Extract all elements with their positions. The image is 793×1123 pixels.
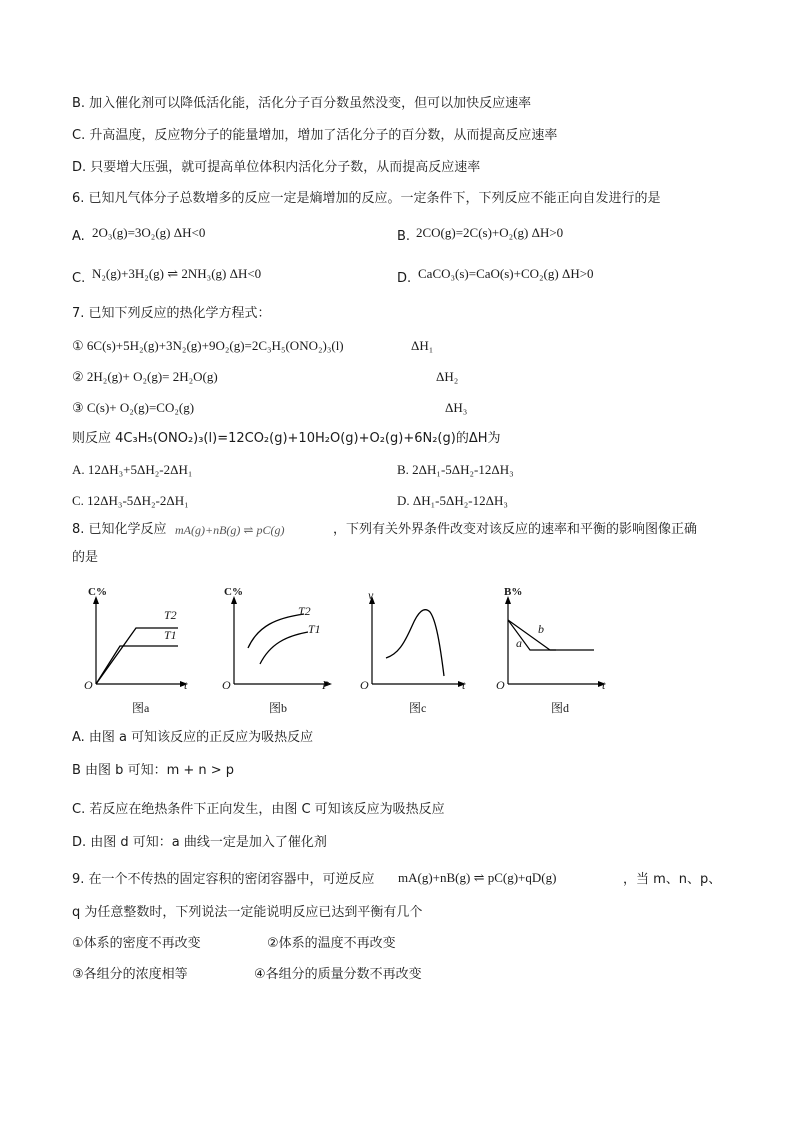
q9-item-1: ①体系的密度不再改变 — [72, 936, 201, 951]
q8-option-a: A. 由图 a 可知该反应的正反应为吸热反应 — [72, 730, 314, 745]
q7-dh-3: ΔH₃ — [445, 400, 468, 415]
q5-option-b: B. 加入催化剂可以降低活化能，活化分子百分数虽然没变，但可以加快反应速率 — [72, 96, 532, 111]
q7-option-c: C. 12ΔH₃-5ΔH₂-2ΔH₁ — [72, 493, 189, 508]
graph-a-origin: O — [84, 678, 93, 692]
graph-c-curve — [386, 610, 444, 676]
q5-option-c: C. 升高温度，反应物分子的能量增加，增加了活化分子的百分数，从而提高反应速率 — [72, 128, 558, 143]
q7-equation-2: ② 2H₂(g)+ O₂(g)= 2H₂O(g) — [72, 369, 218, 384]
q7-target-reaction: 则反应 4C₃H₅(ONO₂)₃(l)=12CO₂(g)+10H₂O(g)+O₂(g)+6N₂(g)的ΔH为 — [72, 431, 501, 446]
q7-option-a: A. 12ΔH₃+5ΔH₂-2ΔH₁ — [72, 462, 193, 477]
graph-d — [494, 586, 612, 692]
q6-option-a-label: A. — [72, 229, 85, 244]
q9-reaction: mA(g)+nB(g) ⇌ pC(g)+qD(g) — [398, 870, 557, 885]
q7-option-b: B. 2ΔH₁-5ΔH₂-12ΔH₃ — [397, 462, 514, 477]
graph-c-ylabel: v — [368, 588, 374, 602]
graph-d-origin: O — [496, 678, 505, 692]
q7-option-d: D. ΔH₁-5ΔH₂-12ΔH₃ — [397, 493, 508, 508]
q6-option-d-equation: CaCO₃(s)=CaO(s)+CO₂(g) ΔH>0 — [418, 266, 594, 281]
graph-b-label-t2: T2 — [298, 604, 311, 618]
graph-b-curve-t1 — [260, 632, 308, 664]
q6-option-b-equation: 2CO(g)=2C(s)+O₂(g) ΔH>0 — [416, 225, 564, 240]
graph-d-caption: 图d — [551, 701, 570, 715]
graph-c-caption: 图c — [409, 701, 427, 715]
graph-a-ylabel: C% — [88, 586, 107, 598]
graph-a-label-t1: T1 — [164, 628, 177, 642]
q9-stem-start: 9. 在一个不传热的固定容积的密闭容器中，可逆反应 — [72, 872, 375, 887]
q6-option-b-label: B. — [397, 229, 411, 244]
q6-stem: 6. 已知凡气体分子总数增多的反应一定是熵增加的反应。一定条件下，下列反应不能正向自发进行的是 — [72, 191, 661, 206]
graph-b-caption: 图b — [269, 701, 288, 715]
graph-b-origin: O — [222, 678, 231, 692]
q9-item-3: ③各组分的浓度相等 — [72, 967, 188, 982]
graph-c-xlabel: t — [462, 678, 466, 692]
q9-item-2: ②体系的温度不再改变 — [267, 936, 396, 951]
graph-b-label-t1: T1 — [308, 622, 321, 636]
q7-equation-1: ① 6C(s)+5H₂(g)+3N₂(g)+9O₂(g)=2C₃H₅(ONO₂)₃(l) — [72, 338, 344, 353]
q6-option-c-equation: N₂(g)+3H₂(g) ⇌ 2NH₃(g) ΔH<0 — [92, 266, 262, 281]
graph-b — [218, 586, 338, 692]
q6-option-d-label: D. — [397, 271, 412, 286]
graph-a-label-t2: T2 — [164, 608, 177, 622]
q8-reaction: mA(g)+nB(g) ⇌ pC(g) — [175, 523, 285, 537]
graph-a — [80, 586, 190, 692]
q8-stem-tail: 的是 — [72, 550, 99, 565]
q7-dh-2: ΔH₂ — [436, 369, 459, 384]
graph-d-label-a: a — [516, 636, 522, 650]
graph-a-caption: 图a — [132, 701, 150, 715]
q8-stem-end: ，下列有关外界条件改变对该反应的速率和平衡的影响图像正确 — [333, 522, 698, 537]
q6-option-c-label: C. — [72, 271, 86, 286]
q7-equation-3: ③ C(s)+ O₂(g)=CO₂(g) — [72, 400, 195, 415]
graph-b-curve-t2 — [248, 614, 304, 648]
graph-a-curve-t1 — [96, 646, 178, 684]
graph-c-origin: O — [360, 678, 369, 692]
q8-option-b: B 由图 b 可知：m + n > p — [72, 763, 235, 778]
q9-item-4: ④各组分的质量分数不再改变 — [254, 967, 422, 982]
q8-option-d: D. 由图 d 可知：a 曲线一定是加入了催化剂 — [72, 835, 327, 850]
graph-b-ylabel: C% — [224, 586, 243, 598]
q7-dh-1: ΔH₁ — [411, 338, 434, 353]
q5-option-d: D. 只要增大压强，就可提高单位体积内活化分子数，从而提高反应速率 — [72, 160, 481, 175]
q9-stem-tail: q 为任意整数时，下列说法一定能说明反应已达到平衡有几个 — [72, 905, 423, 920]
q7-stem: 7. 已知下列反应的热化学方程式： — [72, 306, 271, 321]
q8-stem-start: 8. 已知化学反应 — [72, 522, 167, 537]
graph-d-xlabel: t — [602, 678, 606, 692]
graph-b-xlabel: P — [322, 678, 330, 692]
graph-d-label-b: b — [538, 622, 544, 636]
graph-a-xlabel: t — [184, 678, 188, 692]
graph-d-ylabel: B% — [504, 586, 523, 598]
q9-stem-end: ，当 m、n、p、 — [623, 872, 722, 887]
graph-c — [358, 588, 473, 692]
q8-option-c: C. 若反应在绝热条件下正向发生，由图 C 可知该反应为吸热反应 — [72, 802, 445, 817]
q6-option-a-equation: 2O₃(g)=3O₂(g) ΔH<0 — [92, 225, 206, 240]
